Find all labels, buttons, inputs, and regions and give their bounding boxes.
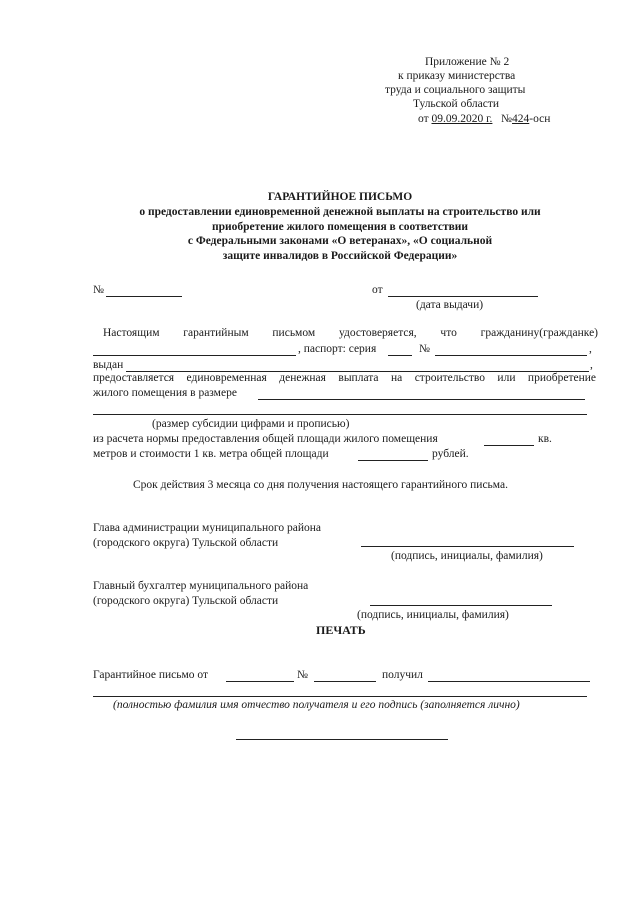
head-signature-blank	[361, 546, 574, 547]
letter-number-blank	[106, 296, 182, 297]
appendix-num-prefix: №	[501, 113, 513, 125]
amount-note: (размер субсидии цифрами и прописью)	[152, 418, 350, 430]
appendix-num-suffix: -осн	[529, 113, 551, 125]
area-norm-blank	[484, 445, 534, 446]
citizen-name-blank	[93, 355, 296, 356]
letter-date-label: от	[372, 284, 383, 296]
accountant-title-line-2: (городского округа) Тульской области	[93, 595, 279, 607]
doc-subtitle-3: с Федеральными законами «О ветеранах», «О социальной	[187, 235, 493, 247]
stamp-label: ПЕЧАТЬ	[316, 623, 366, 637]
receipt-date-blank	[226, 681, 294, 682]
receipt-received-label: получил	[382, 669, 423, 681]
recipient-note: (полностью фамилия имя отчество получателя и его подпись (заполняется лично)	[113, 699, 520, 711]
appendix-line-1: Приложение № 2	[425, 56, 510, 68]
head-title-line-2: (городского округа) Тульской области	[93, 537, 279, 549]
calc-cost-label: метров и стоимости 1 кв. метра общей площади	[93, 448, 329, 460]
passport-number-blank	[435, 355, 587, 356]
doc-title: ГАРАНТИЙНОЕ ПИСЬМО	[267, 191, 413, 203]
doc-subtitle-4: защите инвалидов в Российской Федерации»	[222, 250, 458, 262]
receipt-num-label: №	[297, 669, 308, 681]
appendix-num: 424	[512, 113, 530, 125]
calc-area-label: из расчета нормы предоставления общей площади жилого помещения	[93, 433, 438, 445]
issue-date-note: (дата выдачи)	[416, 299, 484, 311]
cost-blank	[358, 460, 428, 461]
appendix-date: 09.09.2020 г.	[431, 113, 493, 125]
receipt-received-blank	[428, 681, 590, 682]
validity-note: Срок действия 3 месяца со дня получения настоящего гарантийного письма.	[133, 479, 508, 491]
head-title-line-1: Глава администрации муниципального района	[93, 522, 322, 534]
receipt-prefix: Гарантийное письмо от	[93, 669, 209, 681]
cost-unit: рублей.	[432, 448, 469, 460]
appendix-from-prefix: от	[418, 113, 429, 125]
passport-number-label: №	[419, 343, 430, 355]
appendix-line-4: Тульской области	[413, 98, 500, 110]
accountant-title-line-1: Главный бухгалтер муниципального района	[93, 580, 309, 592]
final-signature-blank	[236, 739, 448, 740]
passport-series-blank	[388, 355, 412, 356]
head-signature-note: (подпись, инициалы, фамилия)	[391, 550, 543, 562]
passport-series-label: , паспорт: серия	[298, 343, 377, 355]
receipt-num-blank	[314, 681, 376, 682]
payment-provided: предоставляется единовременная денежная выплата на строительство или приобретение	[93, 372, 596, 384]
passport-comma: ,	[589, 343, 592, 355]
letter-date-blank	[388, 296, 538, 297]
amount-blank	[258, 399, 585, 400]
area-unit: кв.	[538, 433, 552, 445]
appendix-line-3: труда и социального защиты	[385, 84, 526, 96]
accountant-signature-note: (подпись, инициалы, фамилия)	[357, 609, 509, 621]
appendix-line-2: к приказу министерства	[398, 70, 516, 82]
body-intro: Настоящим гарантийным письмом удостоверяется, что гражданину(гражданке)	[103, 327, 598, 339]
doc-subtitle-2: приобретение жилого помещения в соответствии	[211, 221, 469, 233]
doc-subtitle-1: о предоставлении единовременной денежной выплаты на строительство или	[139, 206, 541, 218]
letter-number-label: №	[93, 284, 104, 296]
issued-comma: ,	[590, 359, 593, 371]
appendix-order-ref	[418, 113, 550, 126]
issued-label: выдан	[93, 359, 124, 371]
accountant-signature-blank	[370, 605, 552, 606]
recipient-name-blank	[93, 696, 587, 697]
amount-blank-2	[93, 414, 587, 415]
amount-label: жилого помещения в размере	[93, 387, 237, 399]
